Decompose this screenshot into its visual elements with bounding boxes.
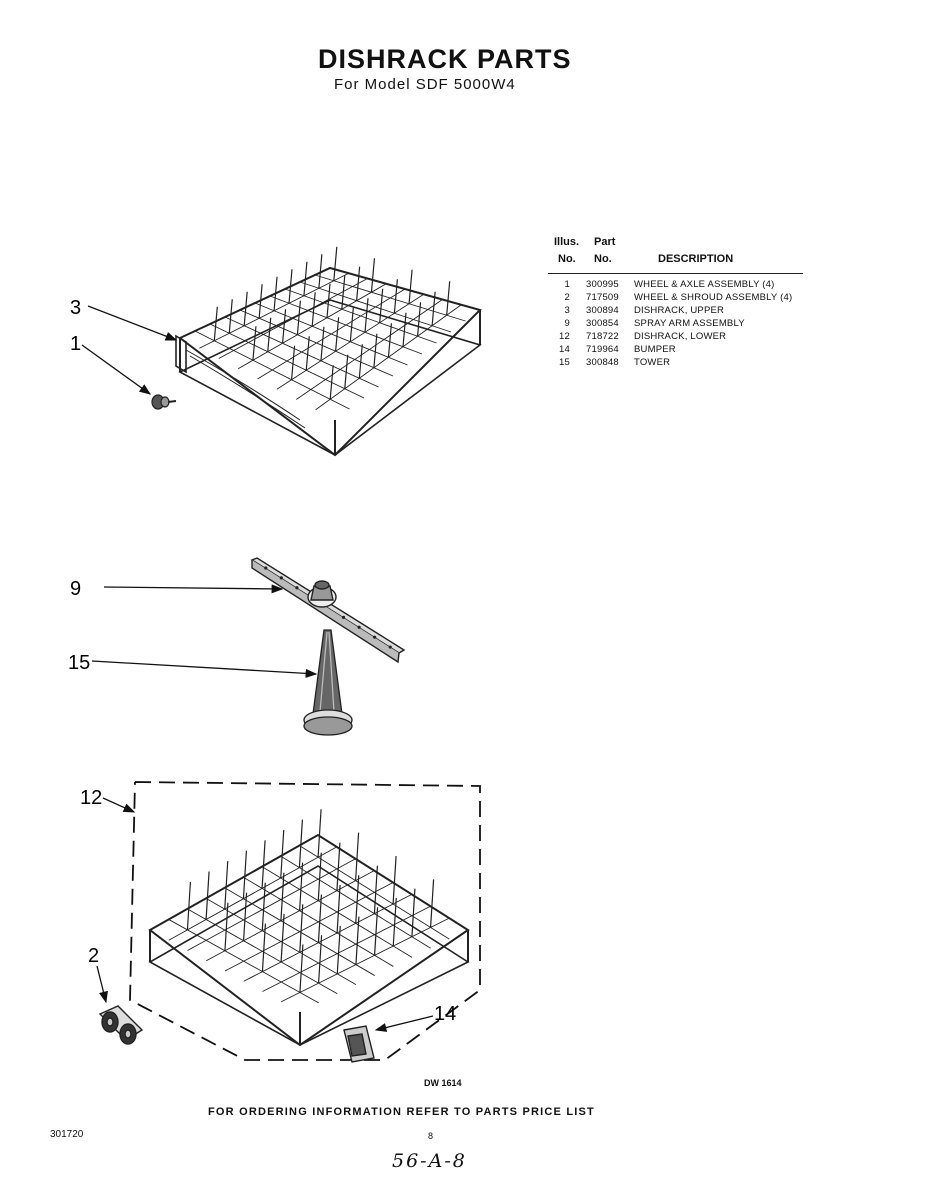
part-number: 718722 bbox=[586, 331, 619, 342]
callout-3: 3 bbox=[70, 297, 82, 319]
part-number: 300995 bbox=[586, 279, 619, 290]
handwritten-annotation: 56-A-8 bbox=[392, 1150, 467, 1172]
drawing-code: DW 1614 bbox=[424, 1078, 462, 1088]
bumper-illustration bbox=[344, 1026, 374, 1062]
header-description: DESCRIPTION bbox=[658, 253, 734, 265]
model-subtitle: For Model SDF 5000W4 bbox=[334, 76, 516, 93]
illus-number: 15 bbox=[559, 357, 570, 368]
page-number: 8 bbox=[428, 1131, 434, 1141]
illus-number: 12 bbox=[559, 331, 570, 342]
leader-3 bbox=[88, 306, 176, 340]
header-illus-label: Illus. bbox=[554, 236, 580, 248]
callout-15: 15 bbox=[68, 652, 91, 674]
part-description: WHEEL & SHROUD ASSEMBLY (4) bbox=[634, 292, 793, 303]
upper-dishrack-illustration bbox=[176, 247, 480, 455]
ordering-note: FOR ORDERING INFORMATION REFER TO PARTS PRICE LIST bbox=[208, 1106, 595, 1118]
part-number: 717509 bbox=[586, 292, 619, 303]
leader-14 bbox=[376, 1016, 433, 1030]
part-number: 300848 bbox=[586, 357, 619, 368]
part-number: 300854 bbox=[586, 318, 619, 329]
leader-9 bbox=[104, 587, 282, 589]
leader-lines bbox=[82, 306, 433, 1030]
illus-number: 9 bbox=[564, 318, 570, 329]
wheel-axle-illustration bbox=[152, 395, 176, 409]
header-part-no: No. bbox=[594, 253, 612, 265]
illus-number: 14 bbox=[559, 344, 570, 355]
leader-1 bbox=[82, 345, 150, 394]
part-description: SPRAY ARM ASSEMBLY bbox=[634, 318, 745, 329]
leader-15 bbox=[92, 661, 316, 674]
illus-number: 1 bbox=[564, 279, 570, 290]
callout-2: 2 bbox=[88, 945, 100, 967]
leader-12 bbox=[103, 798, 134, 812]
document-number: 301720 bbox=[50, 1129, 84, 1140]
part-description: WHEEL & AXLE ASSEMBLY (4) bbox=[634, 279, 775, 290]
callout-12: 12 bbox=[80, 787, 103, 809]
lower-rack-bracket bbox=[130, 782, 480, 1060]
lower-dishrack-illustration bbox=[150, 809, 468, 1045]
tower-illustration bbox=[304, 630, 352, 735]
callout-9: 9 bbox=[70, 578, 82, 600]
illus-number: 2 bbox=[564, 292, 570, 303]
illus-number: 3 bbox=[564, 305, 570, 316]
header-part-label: Part bbox=[594, 236, 616, 248]
part-number: 300894 bbox=[586, 305, 619, 316]
callout-1: 1 bbox=[70, 333, 82, 355]
wheel-shroud-illustration bbox=[100, 1006, 142, 1044]
part-number: 719964 bbox=[586, 344, 619, 355]
header-illus-no: No. bbox=[558, 253, 576, 265]
leader-2 bbox=[97, 966, 106, 1002]
part-description: DISHRACK, UPPER bbox=[634, 305, 725, 316]
part-description: TOWER bbox=[634, 357, 671, 368]
callout-14: 14 bbox=[434, 1003, 457, 1025]
part-description: BUMPER bbox=[634, 344, 676, 355]
page-title: DISHRACK PARTS bbox=[318, 44, 572, 74]
part-description: DISHRACK, LOWER bbox=[634, 331, 727, 342]
